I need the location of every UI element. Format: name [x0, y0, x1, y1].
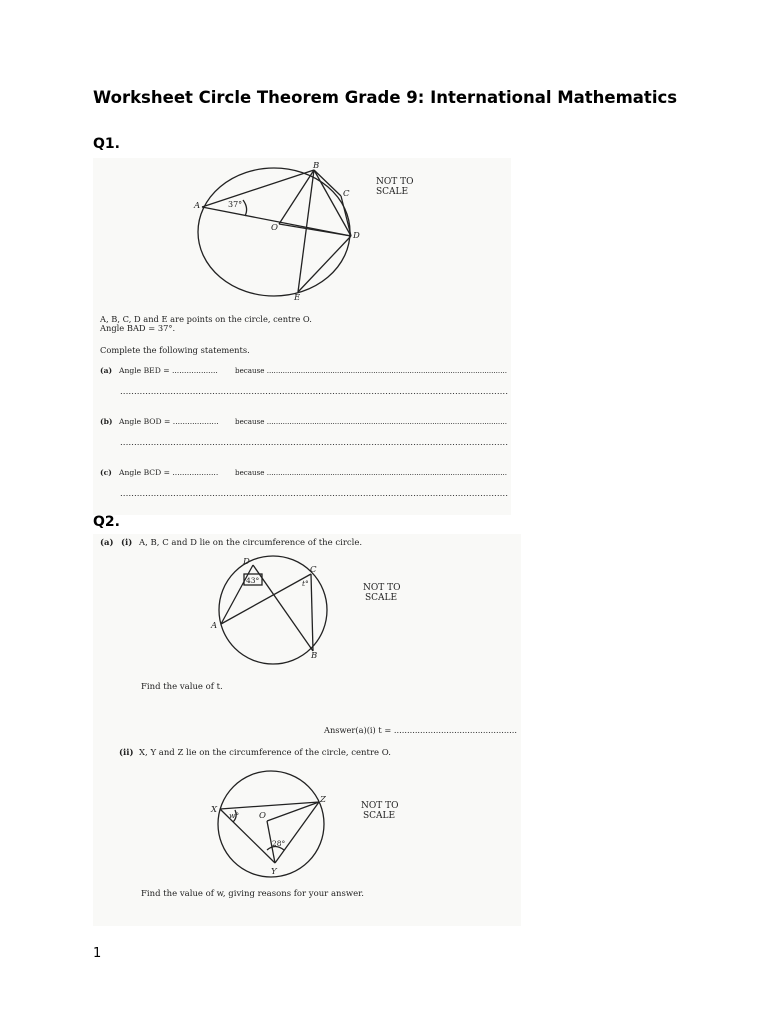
q1-not-to-scale-2: SCALE: [376, 187, 409, 197]
q2a-i-text: A, B, C and D lie on the circumference of the circle.: [139, 538, 363, 548]
q1b-continuation: ...........................................................................................................................................: [120, 438, 508, 447]
q2-not-to-scale-2a: NOT TO: [361, 801, 399, 811]
q2-diagram-2: [218, 771, 324, 877]
q1-point-C: C: [343, 189, 350, 199]
q2-line-ZY: [275, 802, 319, 863]
q2-point-B: B: [311, 651, 318, 661]
q2-point-C: C: [310, 565, 317, 575]
q1-line-CD: [341, 196, 351, 236]
q1-point-E: E: [294, 293, 301, 303]
q1-line-BE: [298, 170, 314, 292]
q1b-because: because ..........................................................................................................: [235, 417, 507, 426]
q2-point-O: O: [259, 811, 266, 821]
q1-line-BC: [314, 170, 341, 196]
q2-circle-2: [218, 771, 324, 877]
q2a-i-tag: (i): [121, 538, 133, 548]
q1c-tag: (c): [100, 468, 112, 477]
q1-instruction: Complete the following statements.: [100, 345, 250, 355]
page-number: 1: [93, 946, 102, 961]
q1-line-OD: [279, 224, 351, 236]
q2-not-to-scale-1b: SCALE: [365, 593, 398, 603]
q2-angle-28: 28°: [272, 839, 286, 848]
q2-point-A: A: [211, 621, 218, 631]
q1c-continuation: ...........................................................................................................................................: [120, 489, 508, 498]
q1-not-to-scale-1: NOT TO: [376, 177, 414, 187]
q1c-text: Angle BCD = ...................: [119, 468, 219, 477]
q1b-tag: (b): [100, 417, 113, 426]
q1-line-BO: [279, 170, 314, 224]
q1-point-O: O: [271, 223, 278, 233]
q1-line-DE: [298, 236, 351, 292]
q1a-text: Angle BED = ...................: [119, 366, 218, 375]
q1-point-B: B: [313, 161, 320, 171]
q2-point-D: D: [243, 557, 250, 567]
q1-intro-line-2: Angle BAD = 37°.: [100, 323, 176, 333]
question-2-label: Q2.: [93, 514, 120, 530]
q1b-text: Angle BOD = ...................: [119, 417, 219, 426]
q2-find-w: Find the value of w, giving reasons for your answer.: [141, 889, 364, 899]
q1c-because: because ..........................................................................................................: [235, 468, 507, 477]
q1-line-BD: [314, 170, 351, 236]
worksheet-title: Worksheet Circle Theorem Grade 9: International Mathematics: [93, 88, 678, 107]
q2-find-t: Find the value of t.: [141, 682, 223, 692]
q2-point-X: X: [211, 805, 218, 815]
q1-angle-arc: [243, 200, 247, 216]
q2a-ii-text: X, Y and Z lie on the circumference of the circle, centre O.: [139, 748, 391, 758]
question-1-label: Q1.: [93, 136, 120, 152]
q2-point-Z: Z: [320, 795, 326, 805]
q2-not-to-scale-2b: SCALE: [363, 811, 396, 821]
q1a-because: because ..........................................................................................................: [235, 366, 507, 375]
q1a-continuation: ...........................................................................................................................................: [120, 387, 508, 396]
q1-intro-line-1: A, B, C, D and E are points on the circle, centre O.: [100, 314, 312, 324]
q2-answer-line: Answer(a)(i) t = ...............................................: [322, 726, 517, 735]
q2-angle-w: w°: [229, 811, 240, 820]
q2-not-to-scale-1a: NOT TO: [363, 583, 401, 593]
q1-figure: [93, 158, 511, 515]
q1a-tag: (a): [100, 366, 113, 375]
q2a-tag: (a): [100, 538, 114, 548]
q2-angle-t: t°: [302, 579, 309, 588]
q2-figure: [93, 534, 521, 926]
q1-point-D: D: [353, 231, 360, 241]
q1-point-A: A: [194, 201, 201, 211]
q2-angle-43: 43°: [246, 576, 260, 585]
q2a-ii-tag: (ii): [119, 748, 134, 758]
q2-line-CB: [311, 574, 313, 651]
q2-point-Y: Y: [271, 867, 277, 877]
q1-angle-label: 37°: [228, 200, 243, 209]
